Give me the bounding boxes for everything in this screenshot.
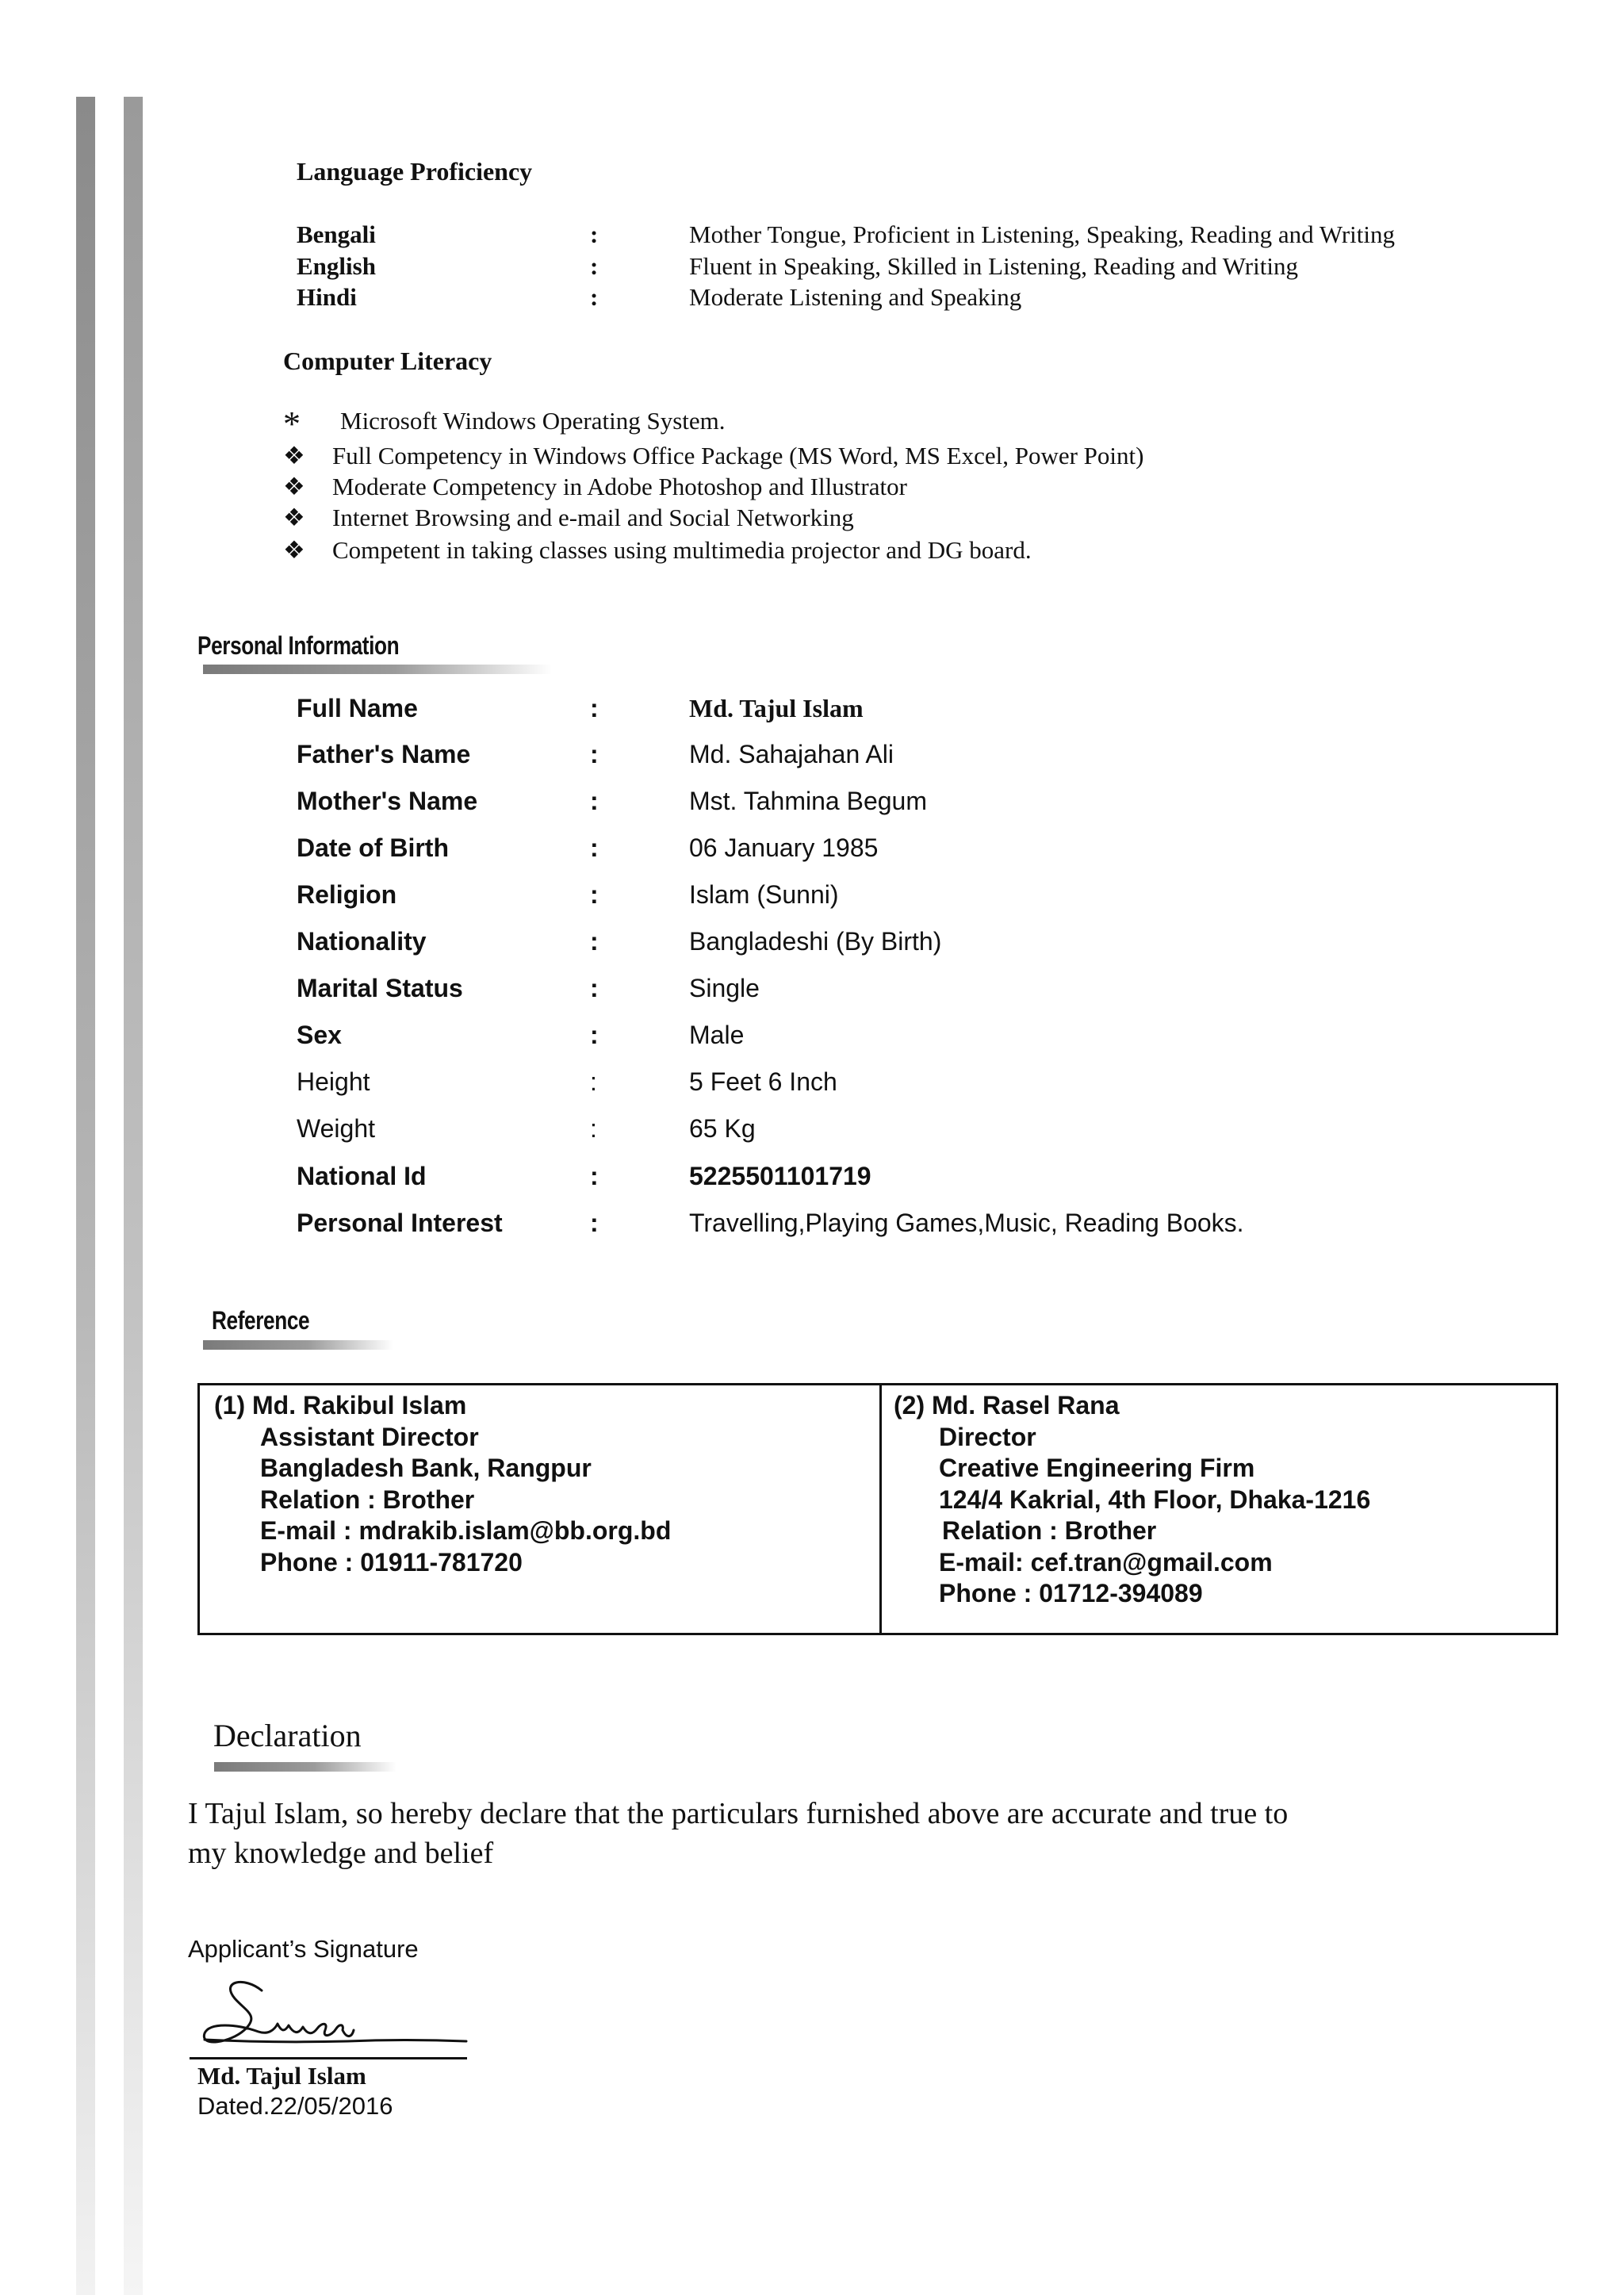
- field-label: Date of Birth: [297, 833, 449, 862]
- section-underline: [203, 665, 552, 674]
- left-decorative-bar: [76, 97, 95, 2295]
- reference-title: Assistant Director: [260, 1422, 479, 1451]
- field-label: Height: [297, 1067, 370, 1096]
- reference-organization: Creative Engineering Firm: [939, 1454, 1255, 1482]
- reference-relation: Relation : Brother: [942, 1516, 1157, 1545]
- field-separator: :: [590, 833, 599, 862]
- reference-2: [894, 1390, 1370, 1610]
- computer-skill-text: Microsoft Windows Operating System.: [340, 407, 726, 435]
- reference-column-divider: [879, 1385, 882, 1633]
- reference-name: (2) Md. Rasel Rana: [894, 1391, 1120, 1420]
- declaration-heading: Declaration: [213, 1718, 362, 1753]
- computer-skill-item: [283, 504, 854, 532]
- field-separator: :: [590, 787, 599, 815]
- language-separator: :: [590, 252, 599, 280]
- field-label: Father's Name: [297, 740, 471, 768]
- field-value: Md. Tajul Islam: [689, 694, 864, 722]
- reference-relation: Relation : Brother: [260, 1485, 475, 1514]
- left-decorative-bar-inner: [124, 97, 143, 2295]
- declaration-line: my knowledge and belief: [188, 1837, 494, 1870]
- reference-address: 124/4 Kakrial, 4th Floor, Dhaka-1216: [939, 1485, 1371, 1514]
- reference-email: E-mail: cef.tran@gmail.com: [939, 1547, 1273, 1577]
- language-separator: :: [590, 220, 599, 248]
- field-value: Md. Sahajahan Ali: [689, 740, 894, 768]
- field-separator: :: [590, 1209, 599, 1237]
- computer-skill-text: Internet Browsing and e-mail and Social Networking: [332, 504, 854, 531]
- diamond-bullet-icon: ❖: [283, 473, 305, 500]
- section-underline: [214, 1762, 396, 1772]
- language-name: English: [297, 252, 376, 280]
- computer-skill-text: Competent in taking classes using multimedia projector and DG board.: [332, 536, 1032, 564]
- declaration-text: [188, 1794, 1288, 1873]
- computer-skill-text: Moderate Competency in Adobe Photoshop and Illustrator: [332, 473, 907, 500]
- diamond-bullet-icon: ❖: [283, 504, 305, 531]
- reference-email: E-mail : mdrakib.islam@bb.org.bd: [260, 1516, 672, 1545]
- field-value: Male: [689, 1021, 745, 1049]
- language-name: Hindi: [297, 283, 357, 311]
- field-value: Single: [689, 974, 760, 1002]
- field-separator: :: [590, 974, 599, 1002]
- declaration-line: I Tajul Islam, so hereby declare that the particulars furnished above are accurate and true to: [188, 1797, 1289, 1830]
- computer-skill-item: [283, 442, 1143, 470]
- field-label: Weight: [297, 1114, 376, 1143]
- computer-skill-item: [283, 473, 907, 501]
- signature-line: [190, 2057, 467, 2059]
- field-label: Nationality: [297, 927, 427, 956]
- reference-phone: Phone : 01712-394089: [939, 1579, 1203, 1607]
- language-proficiency-heading: Language Proficiency: [297, 157, 533, 186]
- field-separator: :: [590, 740, 599, 768]
- field-label: Personal Interest: [297, 1209, 503, 1237]
- field-label: Marital Status: [297, 974, 463, 1002]
- language-description: Moderate Listening and Speaking: [689, 283, 1022, 311]
- diamond-bullet-icon: ❖: [283, 442, 305, 469]
- field-value: Bangladeshi (By Birth): [689, 927, 942, 956]
- field-value: 5 Feet 6 Inch: [689, 1067, 837, 1096]
- field-label: Sex: [297, 1021, 342, 1049]
- reference-phone: Phone : 01911-781720: [260, 1547, 523, 1577]
- section-underline: [203, 1340, 393, 1350]
- field-label: Full Name: [297, 694, 418, 722]
- handwritten-signature: [189, 1975, 474, 2062]
- field-separator: :: [590, 694, 599, 722]
- signature-label: Applicant’s Signature: [188, 1935, 419, 1963]
- field-separator: :: [590, 1162, 599, 1190]
- reference-table: [197, 1383, 1558, 1635]
- field-separator: :: [590, 1021, 599, 1049]
- language-separator: :: [590, 283, 599, 311]
- language-description: Fluent in Speaking, Skilled in Listening, Reading and Writing: [689, 252, 1298, 280]
- computer-skill-item: [283, 536, 1032, 565]
- reference-name: (1) Md. Rakibul Islam: [214, 1391, 467, 1420]
- reference-heading: Reference: [212, 1306, 310, 1335]
- computer-skill-text: Full Competency in Windows Office Package (MS Word, MS Excel, Power Point): [332, 442, 1144, 469]
- diamond-bullet-icon: ❖: [283, 536, 305, 564]
- field-value: 5225501101719: [689, 1162, 871, 1190]
- field-label: Religion: [297, 880, 397, 909]
- language-description: Mother Tongue, Proficient in Listening, Speaking, Reading and Writing: [689, 220, 1395, 248]
- computer-skill-item: [283, 404, 726, 443]
- field-value: Mst. Tahmina Begum: [689, 787, 927, 815]
- reference-1: [214, 1390, 671, 1578]
- field-separator: :: [590, 1067, 597, 1096]
- field-value: Travelling,Playing Games,Music, Reading Books.: [689, 1209, 1244, 1237]
- language-name: Bengali: [297, 220, 376, 248]
- field-label: National Id: [297, 1162, 427, 1190]
- field-separator: :: [590, 880, 599, 909]
- personal-information-heading: Personal Information: [197, 631, 400, 660]
- field-separator: :: [590, 927, 599, 956]
- field-value: 65 Kg: [689, 1114, 756, 1143]
- field-separator: :: [590, 1114, 597, 1143]
- field-label: Mother's Name: [297, 787, 478, 815]
- computer-literacy-heading: Computer Literacy: [283, 347, 492, 375]
- signature-name: Md. Tajul Islam: [197, 2062, 366, 2090]
- reference-organization: Bangladesh Bank, Rangpur: [260, 1454, 592, 1482]
- asterisk-bullet-icon: *: [283, 404, 301, 443]
- signature-date: Dated.22/05/2016: [197, 2092, 393, 2120]
- reference-title: Director: [939, 1422, 1036, 1451]
- field-value: Islam (Sunni): [689, 880, 839, 909]
- field-value: 06 January 1985: [689, 833, 879, 862]
